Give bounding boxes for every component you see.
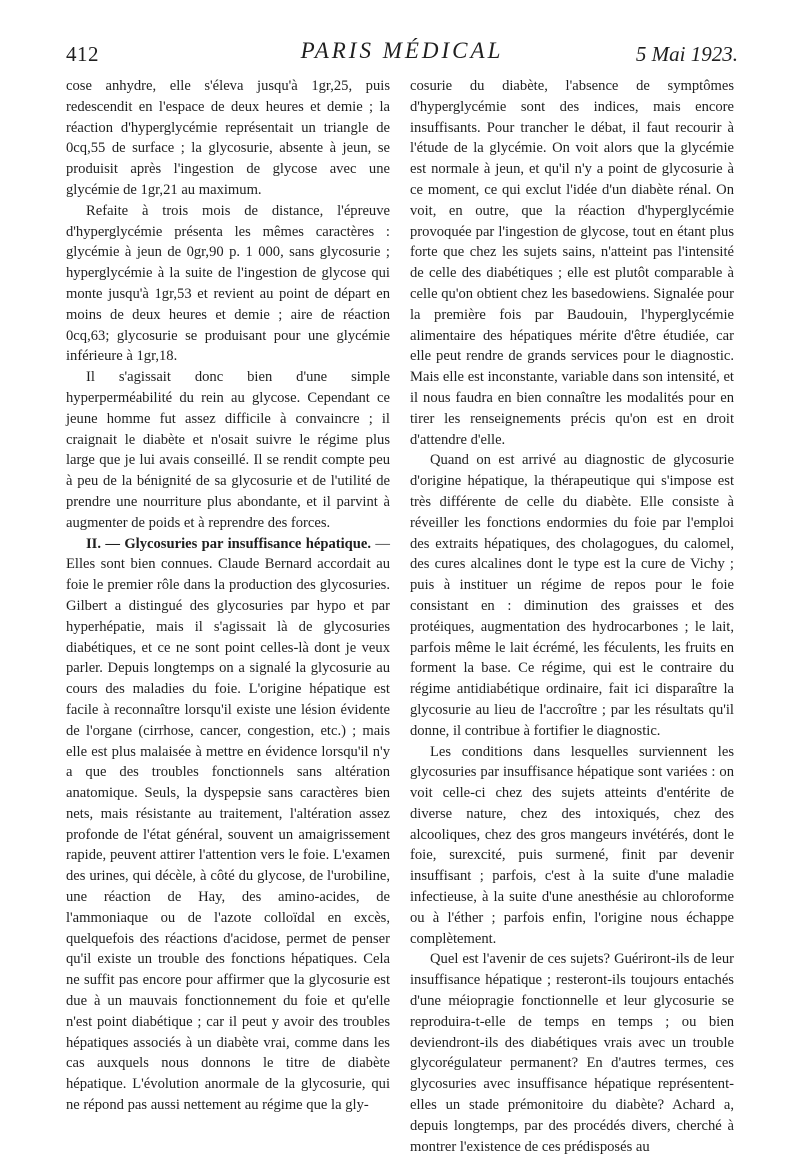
paragraph: Quel est l'avenir de ces sujets? Guériront-ils de leur insuffisance hépatique ; resteront-ils toujours entachés d'une méiopragie fonctionnelle et leur glycosurie se reproduira-t-elle de temps en temps ; ou bien deviendront-ils des diabétiques vrais avec un trouble glycorégulateur permanent? En d'autres termes, ces glycosuries avec insuffisance hépatique représentent-elles un stade prémonitoire du diabète? Achard a, depuis longtemps, par des procédés divers, cherché à montrer l'existence de ces prédisposés au xyxy=(410,951,734,1155)
section-heading: II. — Glycosuries par insuffisance hépatique. xyxy=(86,535,372,552)
journal-title: PARIS MÉDICAL xyxy=(300,38,504,63)
paragraph: Les conditions dans lesquelles surviennent les glycosuries par insuffisance hépatique sont variées : on voit celle-ci chez des sujets atteints d'entérite de diverse nature, chez des intoxiqués, chez des alcooliques, chez des gros mangeurs invétérés, dont le foie, surexcité, puis surmené, finit par devenir insuffisant ; parfois, c'est à la suite d'une maladie infectieuse, à la suite d'une anesthésie au chloroforme ou à l'éther ; parfois enfin, l'origine nous échappe complètement. xyxy=(410,743,734,947)
left-column xyxy=(66,76,390,1116)
section-body: — Elles sont bien connues. Claude Bernard accordait au foie le premier rôle dans la production des glycosuries. Gilbert a distingué des glycosuries par hypo et par hyperhépatie, mais il s'agissait là de glycosuries diabétiques, et ce ne sont point celles-là dont je veux parler. Depuis longtemps on a signalé la glycosurie au cours des maladies du foie. L'origine hépatique est facile à reconnaître lorsqu'il existe une lésion évidente de l'organe (cirrhose, cancer, congestion, etc.) ; mais elle est plus malaisée à mettre en évidence lorsqu'il n'y a que des troubles fonctionnels sans altération anatomique. Seuls, la dyspepsie sans caractères bien nets, mais résistante au traitement, l'altération assez profonde de l'état général, souvent un amaigrissement rapide, peuvent attirer l'attention vers le foie. L'examen des urines, qui décèle, à côté du glycose, de l'urobiline, une réaction de Hay, des amino-acides, de l'ammoniaque ou de l'azote colloïdal en excès, quelquefois des réactions d'acidose, permet de penser qu'il existe un trouble des fonctions hépatiques. Cela ne suffit pas encore pour affirmer que la glycosurie est due à un mauvais fonctionnement du foie et qu'elle n'est point diabétique ; car il peut y avoir des troubles hépatiques associés à un diabète vrai, comme dans les cas auxquels nous donnons le titre de diabète hépatique. L'évolution anormale de la glycosurie, qui ne répond pas aussi nettement au régime que la gly- xyxy=(66,535,390,1114)
paragraph: Quand on est arrivé au diagnostic de glycosurie d'origine hépatique, la thérapeutique qui s'impose est très différente de celle du diabète. Elle consiste à réveiller les fonctions endormies du foie par l'emploi des extraits hépatiques, des cholagogues, du calomel, des cures alcalines dont le type est la cure de Vichy ; puis à instituer un régime de repos pour le foie consistant en : diminution des graisses et des protéiques, augmentation des hydrocarbones ; le lait, parfois même le lait écrémé, les féculents, les fruits en forment la base. Ce régime, qui est le contraire du régime antidiabétique ordinaire, fait ici disparaître la glycosurie au lieu de l'accroître ; par les résultats qu'il donne, il contribue à fortifier le diagnostic. xyxy=(410,452,734,739)
paragraph: cosurie du diabète, l'absence de symptômes d'hyperglycémie sont des indices, mais encore insuffisants. Pour trancher le débat, il faut recourir à l'étude de la glycémie. On voit alors que la glycémie est normale à jeun, et qu'il n'y a point de glycosurie à ce moment, ce qui exclut l'idée d'un diabète rénal. On voit, en outre, que la réaction d'hyperglycémie provoquée par l'ingestion de glycose, tout en étant plus forte que chez les sujets sains, n'atteint pas l'intensité de celle des diabétiques ; elle est plutôt comparable à celle qu'on obtient chez les basedowiens. Signalée pour la première fois par Baudouin, l'hyperglycémie alimentaire des hépatiques mérite d'être étudiée, car elle peut rendre de grands services pour le diagnostic. Mais elle est inconstante, variable dans son intensité, et il nous faudra en bien connaître les modalités pour en tirer les renseignements précis qu'on est en droit d'attendre d'elle. xyxy=(410,78,734,448)
issue-date: 5 Mai 1923. xyxy=(635,42,738,66)
paragraph: cose anhydre, elle s'éleva jusqu'à 1gr,25, puis redescendit en l'espace de deux heures et demie ; la réaction d'hyperglycémie représentait un triangle de 0cq,55 de surface ; la glycosurie, absente à jeun, se produisit après l'ingestion de glycose avec une glycémie de 1gr,21 au maximum. xyxy=(66,78,390,198)
paragraph-section xyxy=(66,534,390,1116)
paragraph: Il s'agissait donc bien d'une simple hyperperméabilité du rein au glycose. Cependant ce jeune homme fut assez difficile à convaincre ; il craignait le diabète et n'osait suivre le régime plus large que je lui avais conseillé. Il se rendit compte peu à peu de la bénignité de sa glycosurie et de l'utilité de prendre une nourriture plus abondante, et il parvint à augmenter de poids et à reprendre des forces. xyxy=(66,369,390,531)
running-header xyxy=(66,36,738,72)
page-number: 412 xyxy=(66,42,99,66)
right-column xyxy=(410,76,734,1155)
paragraph: Refaite à trois mois de distance, l'épreuve d'hyperglycémie présenta les mêmes caractères : glycémie à jeun de 0gr,90 p. 1 000, sans glycosurie ; hyperglycémie à la suite de l'ingestion de glycose qui monte jusqu'à 1gr,53 et revient au point de départ en moins de deux heures et demie ; aire de réaction 0cq,63; glycosurie se produisant pour une glycémie inférieure à 1gr,18. xyxy=(66,202,390,365)
